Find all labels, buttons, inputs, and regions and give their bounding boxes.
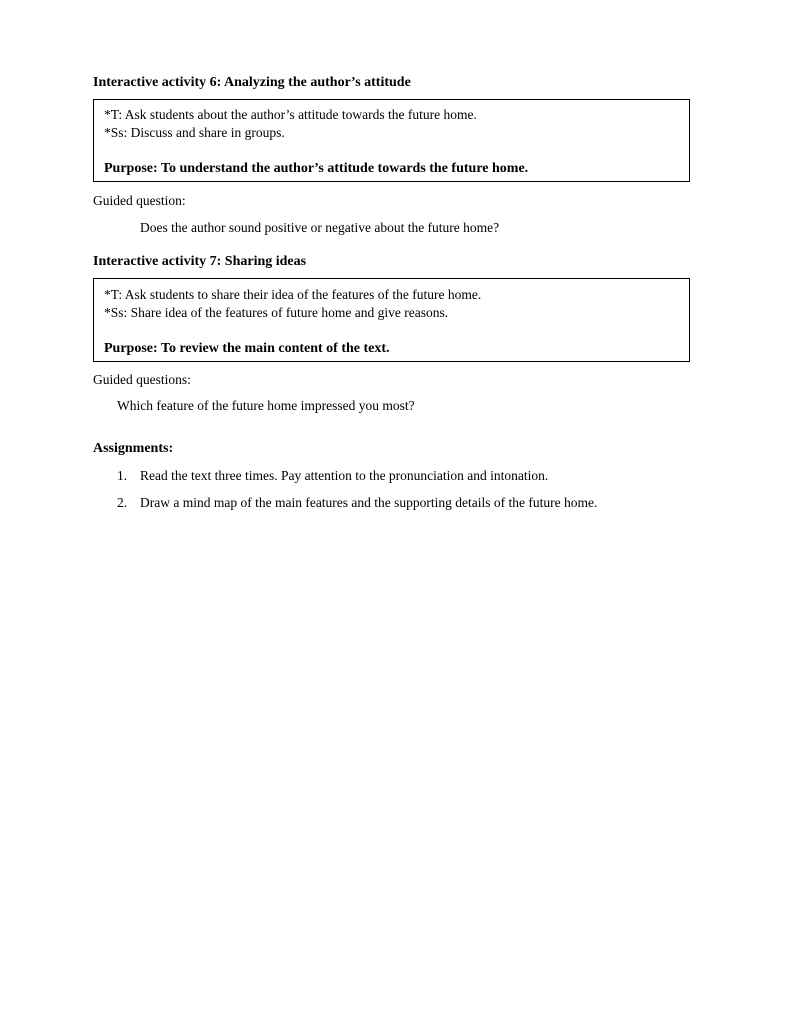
activity-6-heading: Interactive activity 6: Analyzing the author’s attitude [93, 75, 411, 90]
activity-6-purpose: Purpose: To understand the author’s attitude towards the future home. [104, 161, 529, 176]
activity-6-guided-label: Guided question: [93, 193, 186, 208]
activity-7-guided-question: Which feature of the future home impressed you most? [117, 398, 415, 413]
list-item-text: Draw a mind map of the main features and the supporting details of the future home. [140, 495, 598, 510]
activity-7-guided-label: Guided questions: [93, 372, 191, 387]
activity-7-students-line: *Ss: Share idea of the features of future home and give reasons. [104, 305, 449, 320]
activity-7-purpose: Purpose: To review the main content of the text. [104, 341, 390, 356]
list-item-number: 2. [117, 495, 128, 510]
activity-6-guided-question: Does the author sound positive or negative about the future home? [140, 220, 500, 235]
list-item-text: Read the text three times. Pay attention to the pronunciation and intonation. [140, 468, 549, 483]
assignments-heading: Assignments: [93, 441, 174, 456]
activity-6-teacher-line: *T: Ask students about the author’s attitude towards the future home. [104, 107, 477, 122]
activity-7-heading: Interactive activity 7: Sharing ideas [93, 254, 307, 269]
activity-6-box [93, 99, 690, 182]
activity-7-box [93, 278, 690, 362]
list-item-number: 1. [117, 468, 128, 483]
activity-7-teacher-line: *T: Ask students to share their idea of the features of the future home. [104, 287, 482, 302]
activity-6-students-line: *Ss: Discuss and share in groups. [104, 125, 285, 140]
